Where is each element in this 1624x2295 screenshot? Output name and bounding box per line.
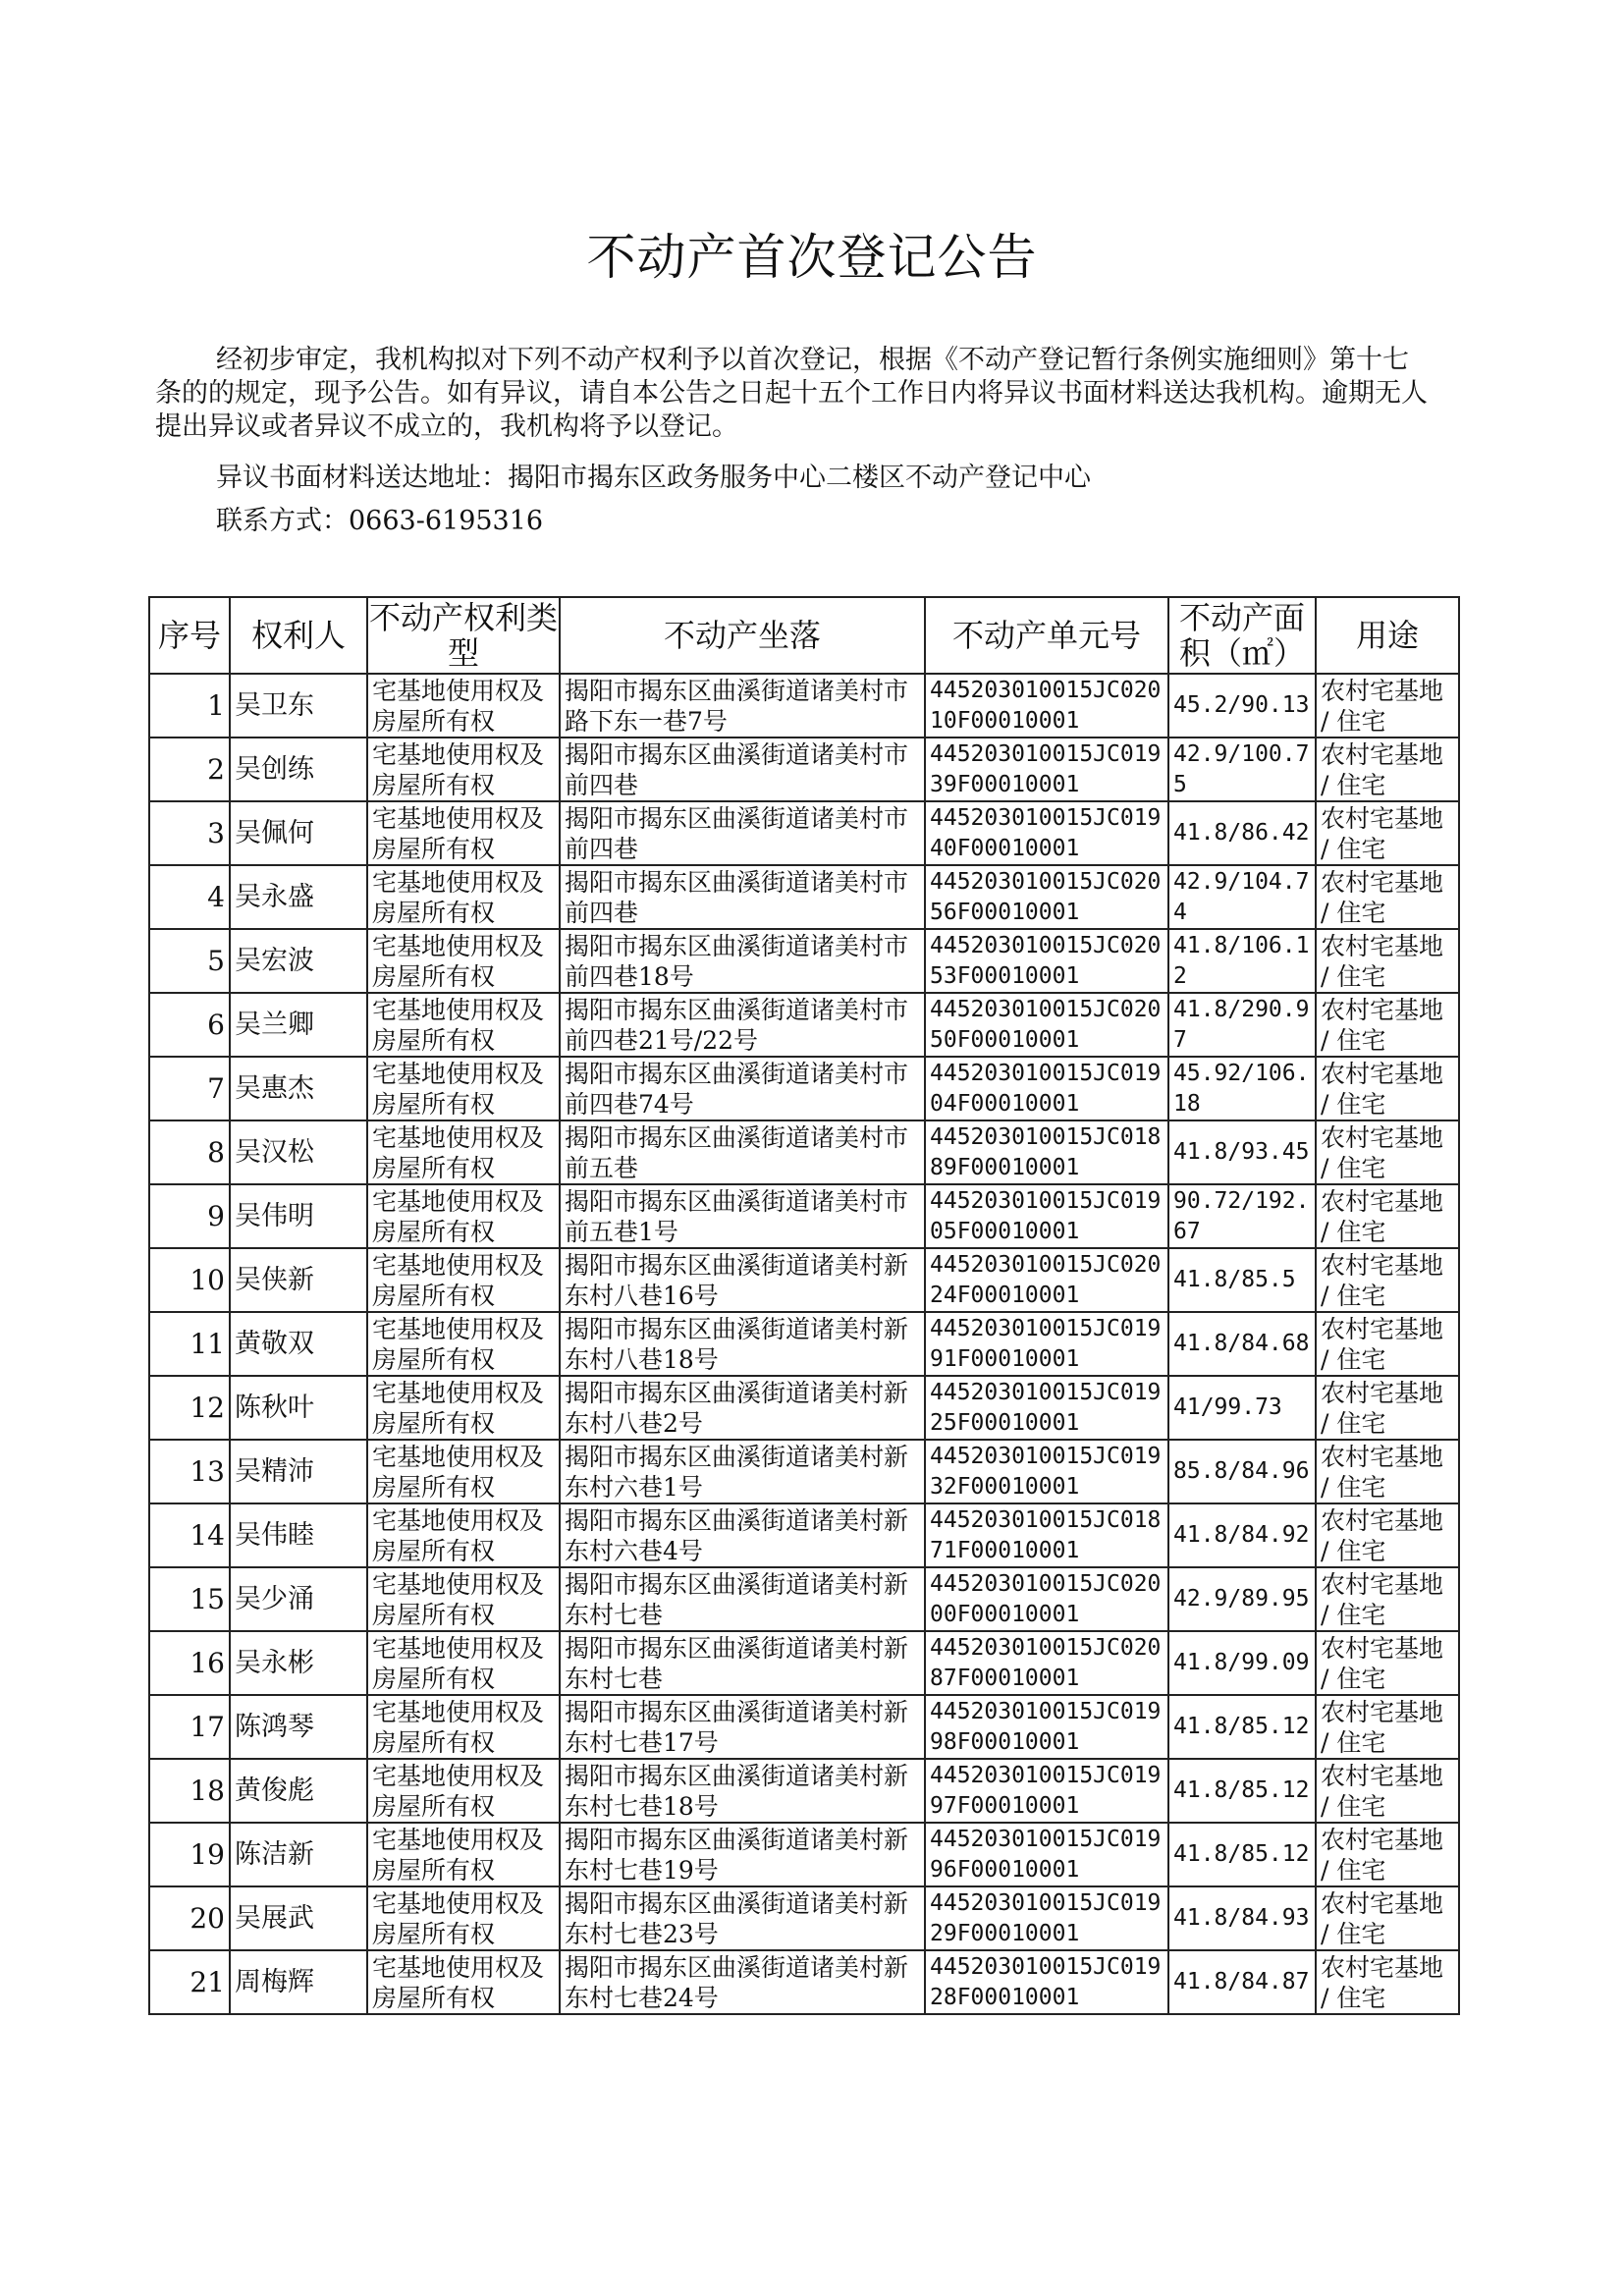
row-location: 揭阳市揭东区曲溪街道诸美村市前五巷 xyxy=(560,1120,925,1184)
row-seq: 1 xyxy=(149,674,230,738)
row-use: 农村宅基地 / 住宅 xyxy=(1316,1440,1459,1503)
row-seq: 11 xyxy=(149,1312,230,1376)
row-unit-number: 445203010015JC01889F00010001 xyxy=(925,1120,1168,1184)
row-location: 揭阳市揭东区曲溪街道诸美村新东村七巷 xyxy=(560,1631,925,1695)
row-right-type: 宅基地使用权及房屋所有权 xyxy=(367,1248,560,1312)
row-owner: 吴佩何 xyxy=(230,801,367,865)
row-right-type: 宅基地使用权及房屋所有权 xyxy=(367,738,560,801)
row-seq: 6 xyxy=(149,993,230,1057)
table-row xyxy=(149,1759,1459,1823)
row-owner: 吴永彬 xyxy=(230,1631,367,1695)
row-use: 农村宅基地 / 住宅 xyxy=(1316,1886,1459,1950)
row-location: 揭阳市揭东区曲溪街道诸美村市前五巷1号 xyxy=(560,1184,925,1248)
row-seq: 10 xyxy=(149,1248,230,1312)
row-owner: 黄敬双 xyxy=(230,1312,367,1376)
table-row xyxy=(149,1440,1459,1503)
row-use: 农村宅基地 / 住宅 xyxy=(1316,993,1459,1057)
header-location: 不动产坐落 xyxy=(560,597,925,674)
table-row xyxy=(149,801,1459,865)
row-area: 41.8/86.42 xyxy=(1168,801,1316,865)
row-use: 农村宅基地 / 住宅 xyxy=(1316,1759,1459,1823)
row-location: 揭阳市揭东区曲溪街道诸美村市前四巷 xyxy=(560,801,925,865)
row-owner: 吴伟明 xyxy=(230,1184,367,1248)
row-right-type: 宅基地使用权及房屋所有权 xyxy=(367,1759,560,1823)
row-unit-number: 445203010015JC01998F00010001 xyxy=(925,1695,1168,1759)
row-seq: 3 xyxy=(149,801,230,865)
row-unit-number: 445203010015JC01925F00010001 xyxy=(925,1376,1168,1440)
row-seq: 15 xyxy=(149,1567,230,1631)
row-owner: 陈秋叶 xyxy=(230,1376,367,1440)
row-area: 41.8/85.12 xyxy=(1168,1823,1316,1886)
row-right-type: 宅基地使用权及房屋所有权 xyxy=(367,1886,560,1950)
row-unit-number: 445203010015JC02053F00010001 xyxy=(925,929,1168,993)
table-row xyxy=(149,1376,1459,1440)
objection-address: 异议书面材料送达地址：揭阳市揭东区政务服务中心二楼区不动产登记中心 xyxy=(216,463,1091,493)
row-seq: 21 xyxy=(149,1950,230,2014)
row-unit-number: 445203010015JC02010F00010001 xyxy=(925,674,1168,738)
row-seq: 12 xyxy=(149,1376,230,1440)
row-use: 农村宅基地 / 住宅 xyxy=(1316,1312,1459,1376)
row-right-type: 宅基地使用权及房屋所有权 xyxy=(367,1440,560,1503)
row-use: 农村宅基地 / 住宅 xyxy=(1316,1823,1459,1886)
row-area: 41.8/84.68 xyxy=(1168,1312,1316,1376)
row-use: 农村宅基地 / 住宅 xyxy=(1316,1248,1459,1312)
row-area: 45.2/90.13 xyxy=(1168,674,1316,738)
row-area: 41/99.73 xyxy=(1168,1376,1316,1440)
row-area: 41.8/93.45 xyxy=(1168,1120,1316,1184)
table-row xyxy=(149,738,1459,801)
row-right-type: 宅基地使用权及房屋所有权 xyxy=(367,1503,560,1567)
row-unit-number: 445203010015JC02056F00010001 xyxy=(925,865,1168,929)
row-seq: 19 xyxy=(149,1823,230,1886)
row-unit-number: 445203010015JC01991F00010001 xyxy=(925,1312,1168,1376)
row-right-type: 宅基地使用权及房屋所有权 xyxy=(367,1567,560,1631)
row-location: 揭阳市揭东区曲溪街道诸美村新东村七巷18号 xyxy=(560,1759,925,1823)
contact-info: 联系方式：0663-6195316 xyxy=(216,506,544,536)
table-header-row xyxy=(149,597,1459,674)
header-use: 用途 xyxy=(1316,597,1459,674)
row-location: 揭阳市揭东区曲溪街道诸美村新东村七巷 xyxy=(560,1567,925,1631)
table-row xyxy=(149,1950,1459,2014)
row-seq: 8 xyxy=(149,1120,230,1184)
header-right-type: 不动产权利类型 xyxy=(368,599,558,672)
row-owner: 吴宏波 xyxy=(230,929,367,993)
table-row xyxy=(149,1184,1459,1248)
row-owner: 吴展武 xyxy=(230,1886,367,1950)
row-area: 41.8/106.12 xyxy=(1168,929,1316,993)
row-use: 农村宅基地 / 住宅 xyxy=(1316,865,1459,929)
row-use: 农村宅基地 / 住宅 xyxy=(1316,801,1459,865)
row-unit-number: 445203010015JC02000F00010001 xyxy=(925,1567,1168,1631)
row-use: 农村宅基地 / 住宅 xyxy=(1316,1376,1459,1440)
row-owner: 陈鸿琴 xyxy=(230,1695,367,1759)
row-owner: 陈洁新 xyxy=(230,1823,367,1886)
row-right-type: 宅基地使用权及房屋所有权 xyxy=(367,865,560,929)
row-unit-number: 445203010015JC01904F00010001 xyxy=(925,1057,1168,1120)
table-row xyxy=(149,1567,1459,1631)
row-use: 农村宅基地 / 住宅 xyxy=(1316,1503,1459,1567)
row-location: 揭阳市揭东区曲溪街道诸美村新东村八巷2号 xyxy=(560,1376,925,1440)
row-area: 90.72/192.67 xyxy=(1168,1184,1316,1248)
row-unit-number: 445203010015JC01871F00010001 xyxy=(925,1503,1168,1567)
row-use: 农村宅基地 / 住宅 xyxy=(1316,1695,1459,1759)
table-row xyxy=(149,674,1459,738)
table-row xyxy=(149,1120,1459,1184)
row-right-type: 宅基地使用权及房屋所有权 xyxy=(367,929,560,993)
page-title: 不动产首次登记公告 xyxy=(586,229,1038,286)
table-row xyxy=(149,1886,1459,1950)
row-right-type: 宅基地使用权及房屋所有权 xyxy=(367,1823,560,1886)
row-seq: 9 xyxy=(149,1184,230,1248)
row-area: 41.8/85.5 xyxy=(1168,1248,1316,1312)
row-unit-number: 445203010015JC01932F00010001 xyxy=(925,1440,1168,1503)
row-owner: 吴兰卿 xyxy=(230,993,367,1057)
row-right-type: 宅基地使用权及房屋所有权 xyxy=(367,1631,560,1695)
table-row xyxy=(149,865,1459,929)
table-body xyxy=(149,674,1459,2014)
row-seq: 16 xyxy=(149,1631,230,1695)
row-right-type: 宅基地使用权及房屋所有权 xyxy=(367,1376,560,1440)
header-unit-number: 不动产单元号 xyxy=(925,597,1168,674)
row-owner: 周梅辉 xyxy=(230,1950,367,2014)
row-area: 42.9/104.74 xyxy=(1168,865,1316,929)
row-right-type: 宅基地使用权及房屋所有权 xyxy=(367,1120,560,1184)
row-area: 85.8/84.96 xyxy=(1168,1440,1316,1503)
row-right-type: 宅基地使用权及房屋所有权 xyxy=(367,1312,560,1376)
table-row xyxy=(149,1503,1459,1567)
row-unit-number: 445203010015JC01928F00010001 xyxy=(925,1950,1168,2014)
table-row xyxy=(149,1248,1459,1312)
row-use: 农村宅基地 / 住宅 xyxy=(1316,1184,1459,1248)
notice-paragraph: 经初步审定，我机构拟对下列不动产权利予以首次登记，根据《不动产登记暂行条例实施细则》第十七条的的规定，现予公告。如有异议，请自本公告之日起十五个工作日内将异议书面材料送达我机构。逾期无人提出异议或者异议不成立的，我机构将予以登记。 xyxy=(155,345,1428,442)
row-use: 农村宅基地 / 住宅 xyxy=(1316,1120,1459,1184)
row-seq: 18 xyxy=(149,1759,230,1823)
row-seq: 17 xyxy=(149,1695,230,1759)
row-owner: 吴少涌 xyxy=(230,1567,367,1631)
row-seq: 14 xyxy=(149,1503,230,1567)
row-unit-number: 445203010015JC02087F00010001 xyxy=(925,1631,1168,1695)
row-unit-number: 445203010015JC01940F00010001 xyxy=(925,801,1168,865)
header-seq: 序号 xyxy=(149,597,230,674)
row-unit-number: 445203010015JC01997F00010001 xyxy=(925,1759,1168,1823)
table-row xyxy=(149,1823,1459,1886)
row-location: 揭阳市揭东区曲溪街道诸美村新东村八巷18号 xyxy=(560,1312,925,1376)
row-seq: 20 xyxy=(149,1886,230,1950)
row-right-type: 宅基地使用权及房屋所有权 xyxy=(367,993,560,1057)
row-right-type: 宅基地使用权及房屋所有权 xyxy=(367,1057,560,1120)
table-row xyxy=(149,1312,1459,1376)
row-area: 42.9/100.75 xyxy=(1168,738,1316,801)
row-use: 农村宅基地 / 住宅 xyxy=(1316,1631,1459,1695)
row-location: 揭阳市揭东区曲溪街道诸美村市前四巷74号 xyxy=(560,1057,925,1120)
row-area: 41.8/290.97 xyxy=(1168,993,1316,1057)
row-area: 41.8/85.12 xyxy=(1168,1695,1316,1759)
table-row xyxy=(149,1057,1459,1120)
row-use: 农村宅基地 / 住宅 xyxy=(1316,738,1459,801)
row-location: 揭阳市揭东区曲溪街道诸美村新东村七巷23号 xyxy=(560,1886,925,1950)
row-seq: 5 xyxy=(149,929,230,993)
row-location: 揭阳市揭东区曲溪街道诸美村市前四巷18号 xyxy=(560,929,925,993)
row-use: 农村宅基地 / 住宅 xyxy=(1316,1057,1459,1120)
row-owner: 吴汉松 xyxy=(230,1120,367,1184)
row-owner: 吴伟睦 xyxy=(230,1503,367,1567)
row-seq: 13 xyxy=(149,1440,230,1503)
row-use: 农村宅基地 / 住宅 xyxy=(1316,1567,1459,1631)
row-seq: 7 xyxy=(149,1057,230,1120)
row-area: 41.8/84.93 xyxy=(1168,1886,1316,1950)
row-location: 揭阳市揭东区曲溪街道诸美村市前四巷 xyxy=(560,738,925,801)
row-area: 41.8/85.12 xyxy=(1168,1759,1316,1823)
row-unit-number: 445203010015JC01996F00010001 xyxy=(925,1823,1168,1886)
row-unit-number: 445203010015JC01905F00010001 xyxy=(925,1184,1168,1248)
row-use: 农村宅基地 / 住宅 xyxy=(1316,674,1459,738)
row-seq: 4 xyxy=(149,865,230,929)
row-use: 农村宅基地 / 住宅 xyxy=(1316,929,1459,993)
row-location: 揭阳市揭东区曲溪街道诸美村市前四巷21号/22号 xyxy=(560,993,925,1057)
table-row xyxy=(149,1695,1459,1759)
table-row xyxy=(149,1631,1459,1695)
table-row xyxy=(149,929,1459,993)
row-location: 揭阳市揭东区曲溪街道诸美村市前四巷 xyxy=(560,865,925,929)
row-seq: 2 xyxy=(149,738,230,801)
header-area: 不动产面积（㎡） xyxy=(1168,597,1316,674)
row-right-type: 宅基地使用权及房屋所有权 xyxy=(367,1184,560,1248)
row-unit-number: 445203010015JC02050F00010001 xyxy=(925,993,1168,1057)
row-unit-number: 445203010015JC02024F00010001 xyxy=(925,1248,1168,1312)
row-unit-number: 445203010015JC01929F00010001 xyxy=(925,1886,1168,1950)
row-right-type: 宅基地使用权及房屋所有权 xyxy=(367,1950,560,2014)
row-owner: 吴侠新 xyxy=(230,1248,367,1312)
row-location: 揭阳市揭东区曲溪街道诸美村新东村七巷17号 xyxy=(560,1695,925,1759)
row-area: 41.8/84.92 xyxy=(1168,1503,1316,1567)
registration-table xyxy=(148,596,1460,2015)
row-unit-number: 445203010015JC01939F00010001 xyxy=(925,738,1168,801)
row-area: 45.92/106.18 xyxy=(1168,1057,1316,1120)
row-owner: 吴卫东 xyxy=(230,674,367,738)
row-location: 揭阳市揭东区曲溪街道诸美村新东村七巷24号 xyxy=(560,1950,925,2014)
row-owner: 吴惠杰 xyxy=(230,1057,367,1120)
table-row xyxy=(149,993,1459,1057)
header-owner: 权利人 xyxy=(230,597,367,674)
row-area: 41.8/99.09 xyxy=(1168,1631,1316,1695)
row-location: 揭阳市揭东区曲溪街道诸美村新东村八巷16号 xyxy=(560,1248,925,1312)
row-use: 农村宅基地 / 住宅 xyxy=(1316,1950,1459,2014)
row-right-type: 宅基地使用权及房屋所有权 xyxy=(367,801,560,865)
row-location: 揭阳市揭东区曲溪街道诸美村新东村七巷19号 xyxy=(560,1823,925,1886)
row-right-type: 宅基地使用权及房屋所有权 xyxy=(367,1695,560,1759)
row-area: 41.8/84.87 xyxy=(1168,1950,1316,2014)
row-owner: 吴创练 xyxy=(230,738,367,801)
row-owner: 吴精沛 xyxy=(230,1440,367,1503)
row-owner: 黄俊彪 xyxy=(230,1759,367,1823)
row-area: 42.9/89.95 xyxy=(1168,1567,1316,1631)
row-location: 揭阳市揭东区曲溪街道诸美村新东村六巷1号 xyxy=(560,1440,925,1503)
row-owner: 吴永盛 xyxy=(230,865,367,929)
row-location: 揭阳市揭东区曲溪街道诸美村新东村六巷4号 xyxy=(560,1503,925,1567)
row-location: 揭阳市揭东区曲溪街道诸美村市路下东一巷7号 xyxy=(560,674,925,738)
row-right-type: 宅基地使用权及房屋所有权 xyxy=(367,674,560,738)
